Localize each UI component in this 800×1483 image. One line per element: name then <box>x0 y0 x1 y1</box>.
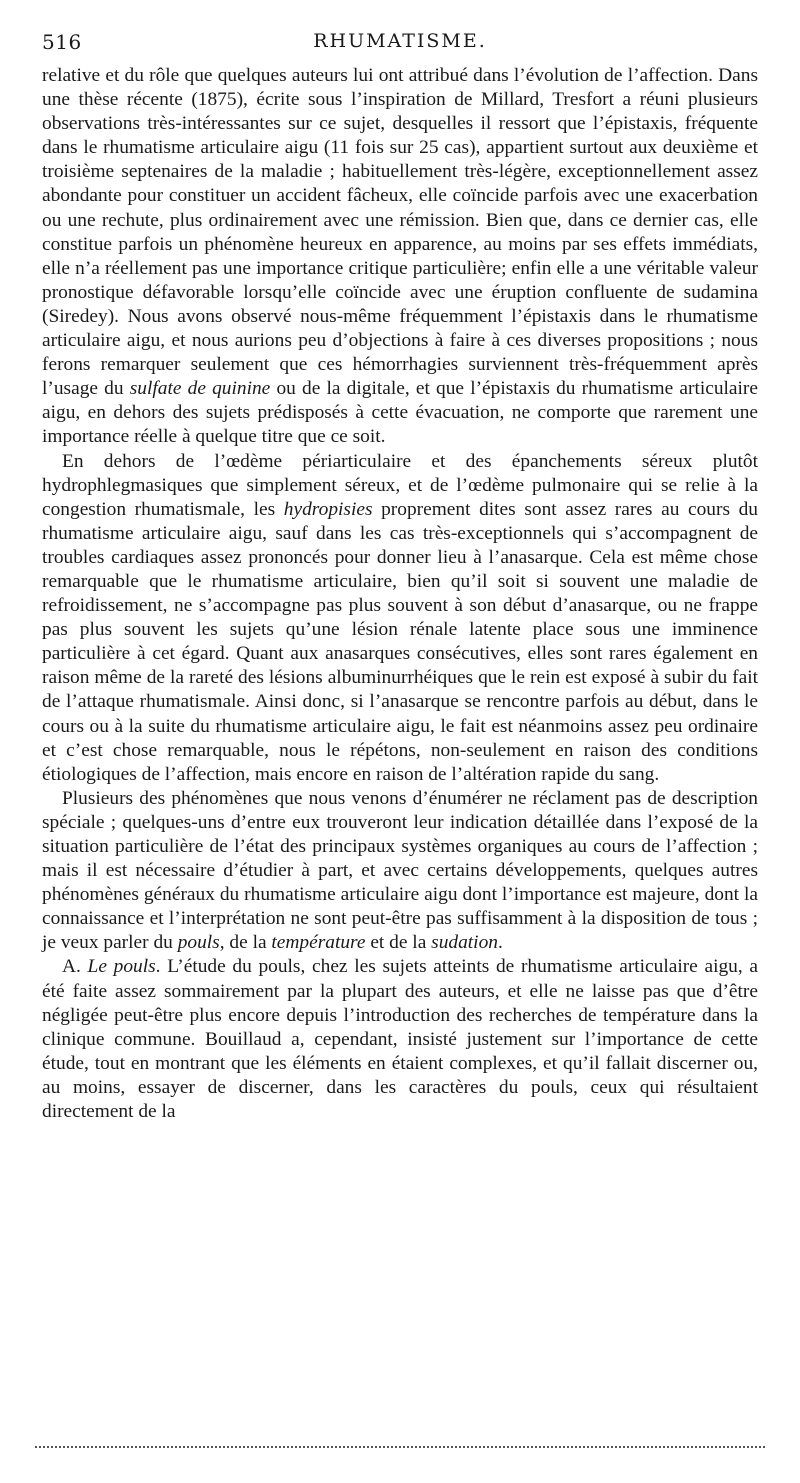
italic-text-segment: pouls <box>177 932 220 954</box>
page-number: 516 <box>42 30 82 54</box>
text-segment: En dehors de l’œdème périarticulaire et des épanchements séreux plutôt hydrophlegmasiques que simplement séreux, et de l’œdème pulmonaire qui se relie à la congestion rhumatismale, les <box>42 450 758 520</box>
paragraph <box>42 450 758 787</box>
text-segment: ou de la digitale, et que l’épistaxis du rhumatisme articulaire aigu, en dehors des sujets prédisposés à cette évacuation, ne comporte que rarement une importance réelle à quelque titre que ce soit. <box>42 378 758 448</box>
paragraph <box>42 787 758 956</box>
text-segment: . <box>497 932 503 954</box>
text-segment: A. <box>62 956 88 978</box>
italic-text-segment: température <box>271 932 366 954</box>
text-segment: , de la <box>219 932 272 954</box>
paragraph <box>42 64 758 450</box>
italic-text-segment: Le pouls <box>87 956 156 978</box>
italic-text-segment: sudation <box>431 932 498 954</box>
italic-text-segment: sulfate de quinine <box>129 378 271 400</box>
text-segment: . L’étude du pouls, chez les sujets atteints de rhumatisme articulaire aigu, a été faite assez sommairement par la plupart des auteurs, et elle ne laisse pas que d’être négligée peut-être plus encore depuis l’introduction des recherches de température dans la clinique commune. Bouillaud a, cependant, insisté justement sur l’importance de cette étude, tout en montrant que les éléments en étaient complexes, et qu’il fallait discerner ou, au moins, essayer de discerner, dans les caractères du pouls, ceux qui résultaient directement de la <box>42 956 759 1123</box>
text-segment: proprement dites sont assez rares au cours du rhumatisme articulaire aigu, sauf dans les cas très-exceptionnels qui s’accompagnent de troubles cardiaques assez prononcés pour donner lieu à l’anasarque. Cela est même chose remarquable que le rhumatisme articulaire, bien qu’il soit si souvent une maladie de refroidissement, ne s’accompagne pas plus souvent à son début d’anasarque, ou ne frappe pas plus souvent les sujets qu’une lésion rénale latente place sous une imminence particulière à cet égard. Quant aux anasarques consécutives, elles sont rares également en raison même de la rareté des lésions albuminurrhéiques que le rein est exposé à subir du fait de l’attaque rhumatismale. Ainsi donc, si l’anasarque se rencontre parfois au début, dans le cours ou à la suite du rhumatisme articulaire aigu, le fait est néanmoins assez peu ordinaire et c’est chose remarquable, nous le répétons, non-seulement en raison des conditions étiologiques de l’affection, mais encore en raison de l’altération rapide du sang. <box>42 498 759 785</box>
italic-text-segment: hydropisies <box>283 498 373 520</box>
text-segment: relative et du rôle que quelques auteurs lui ont attribué dans l’évolution de l’affection. Dans une thèse récente (1875), écrite sous l’inspiration de Millard, Tresfort a réuni plusieurs observations très-intéressantes sur ce sujet, desquelles il ressort que l’épistaxis, fréquente dans le rhumatisme articulaire aigu (11 fois sur 25 cas), appartient surtout aux deuxième et troisième septenaires de la maladie ; habituellement très-légère, exceptionnellement assez abondante pour constituer un accident fâcheux, elle coïncide parfois avec une exacerbation ou une rechute, plus ordinairement avec une rémission. Bien que, dans ce dernier cas, elle constitue parfois un phénomène heureux en apparence, au moins par ses effets immédiats, elle n’a réellement pas une importance critique particulière; enfin elle a une véritable valeur pronostique défavorable lorsqu’elle coïncide avec une éruption confluente de sudamina (Siredey). Nous avons observé nous-même fréquemment l’épistaxis dans le rhumatisme articulaire aigu, et nous aurions peu d’objections à faire à ces diverses propositions ; nous ferons remarquer seulement que ces hémorrhagies surviennent très-fréquemment après l’usage du <box>42 65 758 400</box>
footer-dotted-rule <box>35 1446 765 1448</box>
running-title: RHUMATISME. <box>313 30 487 52</box>
paragraph <box>42 955 758 1124</box>
body-text <box>42 64 758 1124</box>
text-segment: et de la <box>365 932 432 954</box>
page-header <box>42 30 758 60</box>
text-segment: Plusieurs des phénomènes que nous venons d’énumérer ne réclament pas de description spéciale ; quelques-uns d’entre eux trouveront leur indication détaillée dans l’exposé de la situation particulière de l’état des principaux systèmes organiques au cours de l’affection ; mais il est nécessaire d’étudier à part, et avec certains développements, quelques autres phénomènes généraux du rhumatisme articulaire aigu dont l’importance est majeure, dont la connaissance et l’interprétation ne sont peut-être pas suffisamment à la disposition de tous ; je veux parler du <box>42 787 758 954</box>
